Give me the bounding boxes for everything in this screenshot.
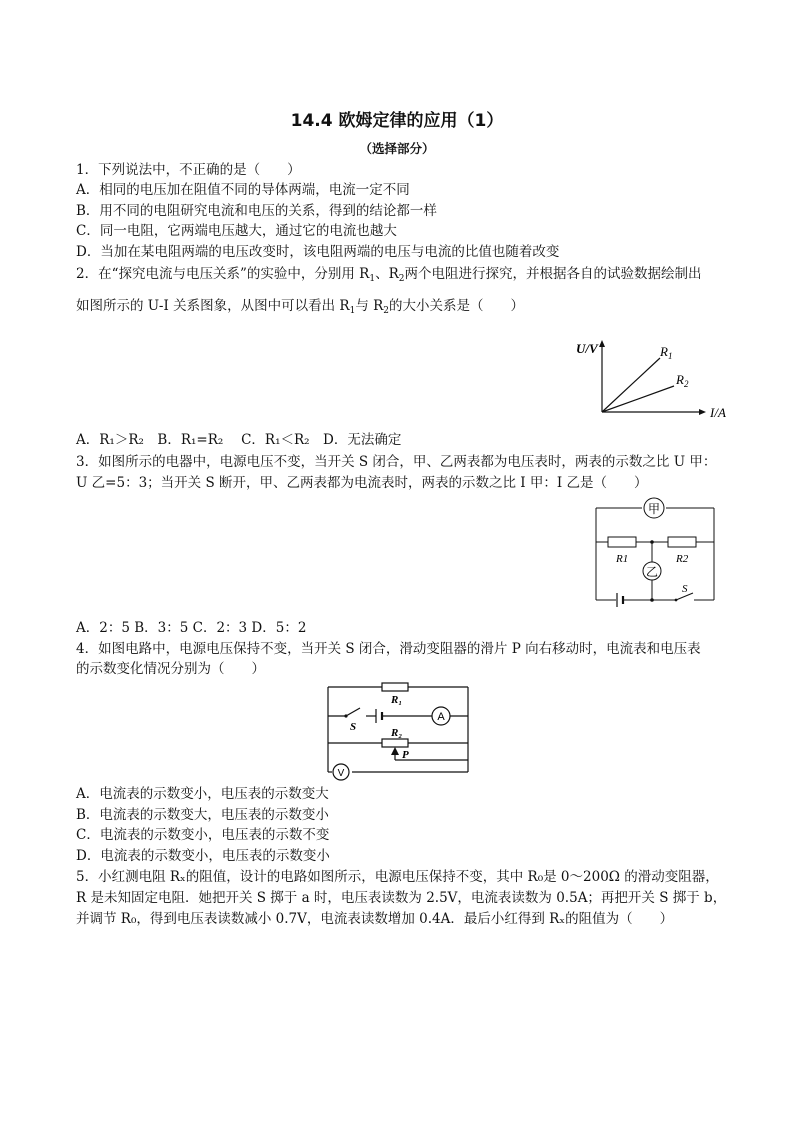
q5-stem-line2: R 是未知固定电阻．她把开关 S 掷于 a 时，电压表读数为 2.5V，电流表读数为 0.5A；再把开关 S 掷于 b，: [76, 890, 727, 906]
switch-label: S: [682, 583, 688, 595]
q4-option-b: B．电流表的示数变大，电压表的示数变小: [76, 807, 329, 823]
q1-option-c: C．同一电阻，它两端电压越大，通过它的电流也越大: [76, 223, 397, 239]
r1-resistor: [608, 537, 636, 547]
r1-resistor: [382, 683, 408, 691]
q2-stem-line2: 如图所示的 U-I 关系图象，从图中可以看出 $R_1$与 $R_2$的大小关系是（ ）: [76, 298, 525, 316]
q1-option-b: B．用不同的电阻研究电流和电压的关系，得到的结论都一样: [76, 203, 437, 219]
ammeter-label: A: [437, 711, 445, 723]
q2-stem: 2．在“探究电流与电压关系”的实验中，分别用 $R_1$、$R_2$两个电阻进行探究，并根据各自的试验数据绘制出: [76, 266, 702, 284]
x-axis-label: I/A: [710, 405, 726, 420]
r2-line: [602, 386, 674, 412]
page-title: 14.4 欧姆定律的应用（1）: [290, 111, 504, 131]
q5-stem-line1: 5．小红测电阻 Rₓ的阻值，设计的电路如图所示，电源电压保持不变，其中 R₀是 0～200Ω 的滑动变阻器，: [76, 869, 719, 885]
meter-yi-label: 乙: [645, 565, 659, 579]
q4-stem-line1: 4．如图电路中，电源电压保持不变，当开关 S 闭合，滑动变阻器的滑片 P 向右移动时，电流表和电压表: [76, 641, 701, 657]
section-subtitle: （选择部分）: [359, 141, 435, 156]
slider-arrow-icon: [391, 747, 399, 755]
r2-rheostat: [382, 739, 408, 747]
y-axis-arrow-icon: [599, 340, 605, 347]
y-axis-label: U/V: [576, 341, 598, 356]
q3-options: A．2：5 B．3：5 C．2：3 D．5：2: [76, 620, 307, 636]
switch-label: S: [350, 721, 357, 733]
q2-options: A．R₁＞R₂ B．R₁=R₂ C．R₁＜R₂ D．无法确定: [76, 432, 402, 448]
q4-option-d: D．电流表的示数变小，电压表的示数变小: [76, 848, 330, 864]
q3-stem-line1: 3．如图所示的电器中，电源电压不变，当开关 S 闭合，甲、乙两表都为电压表时，两表的示数之比 U 甲：: [76, 454, 717, 470]
r2-resistor: [668, 537, 696, 547]
r2-label: R₂: [391, 727, 403, 739]
r1-label: R₁: [391, 694, 403, 706]
q4-stem-line2: 的示数变化情况分别为（ ）: [76, 661, 265, 677]
r1-label: $R_1$: [660, 344, 673, 361]
voltmeter-label: V: [337, 768, 345, 779]
q5-stem-line3: 并调节 R₀，得到电压表读数减小 0.7V，电流表读数增加 0.4A．最后小红得到 Rₓ的阻值为（ ）: [76, 911, 674, 927]
r2-label: $R_2$: [676, 372, 689, 389]
q4-option-c: C．电流表的示数变小，电压表的示数不变: [76, 827, 330, 843]
x-axis-arrow-icon: [699, 409, 706, 415]
r1-line: [602, 358, 660, 412]
slider-label: P: [402, 749, 409, 761]
q3-circuit-diagram: [590, 496, 720, 606]
q4-circuit-diagram: [320, 680, 475, 780]
q3-stem-line2: U 乙=5：3；当开关 S 断开，甲、乙两表都为电流表时，两表的示数之比 I 甲：I 乙是（ ）: [76, 475, 648, 491]
r2-label: R2: [676, 553, 689, 565]
q1-option-d: D．当加在某电阻两端的电压改变时，该电阻两端的电压与电流的比值也随着改变: [76, 244, 560, 260]
q1-option-a: A．相同的电压加在阻值不同的导体两端，电流一定不同: [76, 182, 410, 198]
r1-label: R1: [616, 553, 629, 565]
q1-stem: 1．下列说法中，不正确的是（ ）: [76, 162, 301, 178]
q2-ui-graph: [570, 336, 730, 426]
q4-option-a: A．电流表的示数变小，电压表的示数变大: [76, 786, 329, 802]
switch-icon: [346, 708, 360, 716]
meter-jia-label: 甲: [647, 502, 661, 516]
